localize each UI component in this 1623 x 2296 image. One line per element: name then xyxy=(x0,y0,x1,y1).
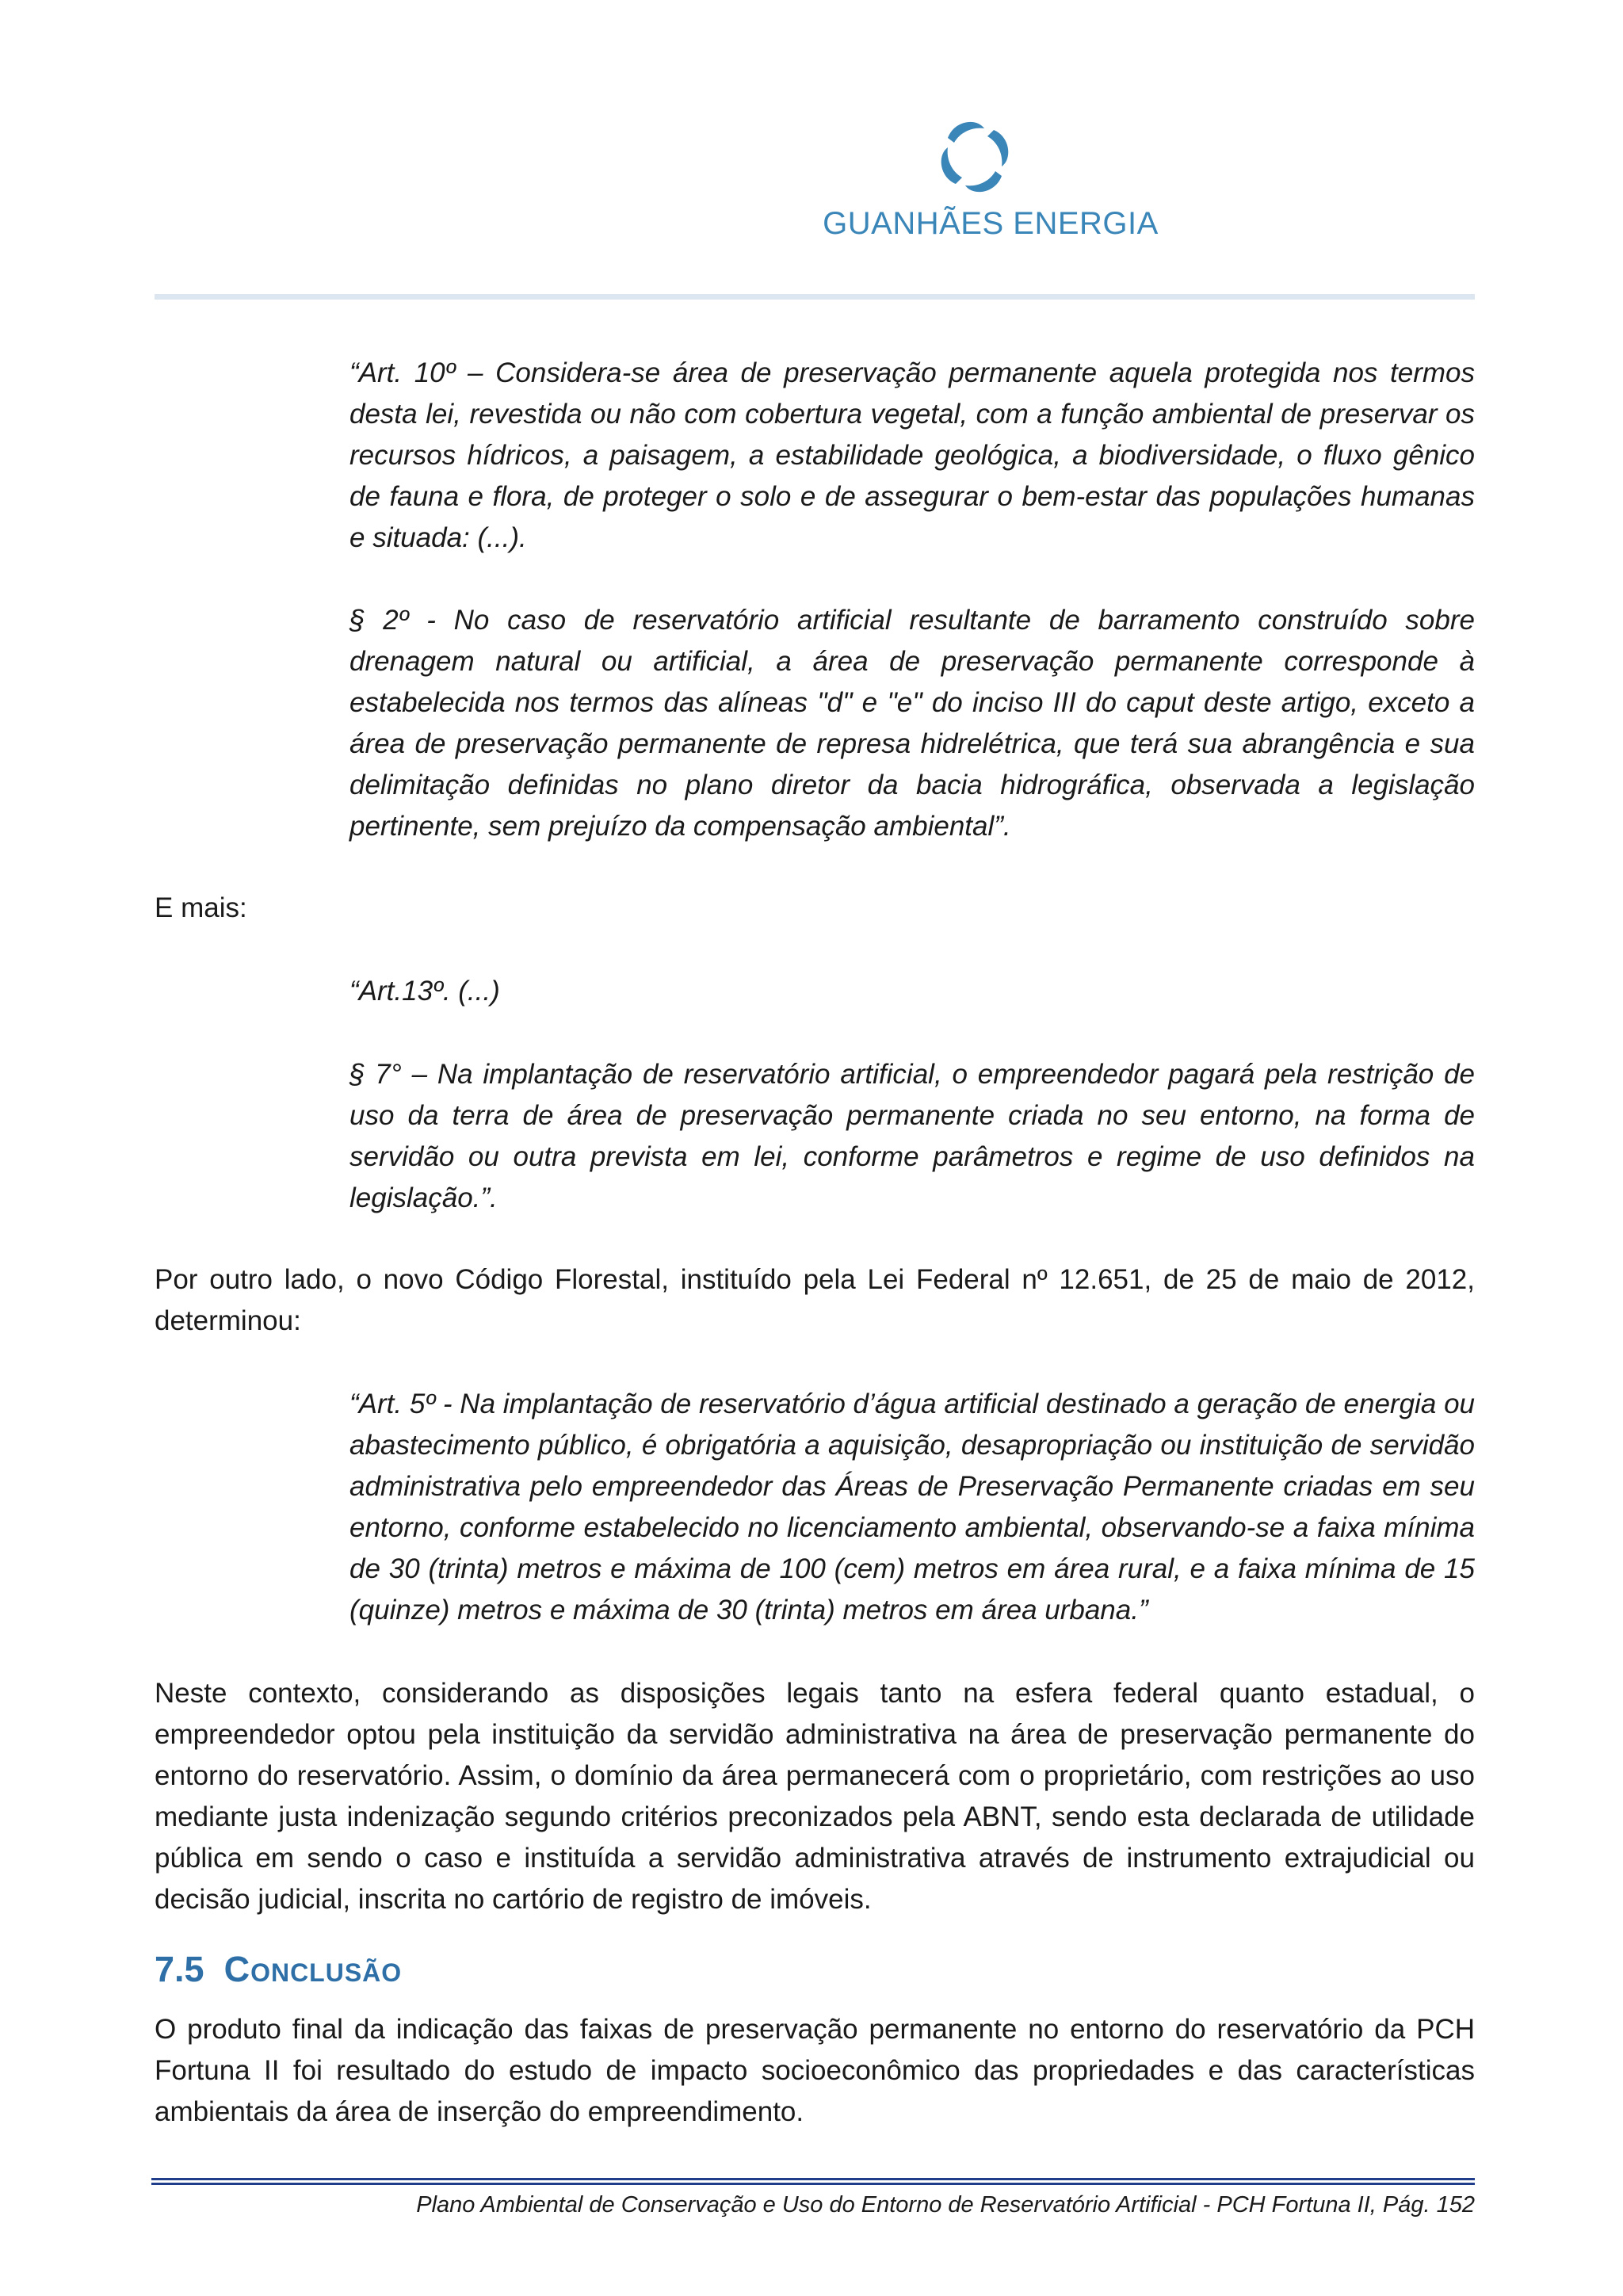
footer-divider-top xyxy=(151,2178,1475,2180)
quote-art-13: “Art.13º. (...) xyxy=(349,976,500,1007)
footer-divider-bottom xyxy=(151,2183,1475,2185)
logo-wordmark: GUANHÃES ENERGIA xyxy=(823,206,1159,241)
section-heading xyxy=(155,1946,402,1993)
footer-document-title: Plano Ambiental de Conservação e Uso do Entorno de Reservatório Artificial - PCH Fortuna II, Pág. 152 xyxy=(416,2192,1475,2218)
company-logo xyxy=(816,109,1165,252)
section-number: 7.5 xyxy=(155,1949,204,1989)
paragraph-conclusao: O produto final da indicação das faixas de preservação permanente no entorno do reservatório da PCH Fortuna II foi resultado do estudo de impacto socioeconômico das propriedades e das características ambientais da área de inserção do empreendimento. xyxy=(155,2014,1475,2127)
header-divider xyxy=(155,294,1475,300)
paragraph-codigo-florestal: Por outro lado, o novo Código Florestal, instituído pela Lei Federal nº 12.651, de 25 de maio de 2012, determinou: xyxy=(155,1264,1475,1336)
quote-art-5: “Art. 5º - Na implantação de reservatório d’água artificial destinado a geração de energia ou abastecimento público, é obrigatória a aquisição, desapropriação ou instituição de servidão administrativa pelo empreendedor das Áreas de Preservação Permanente criadas em seu entorno, conforme estabelecido no licenciamento ambiental, observando-se a faixa mínima de 30 (trinta) metros e máxima de 100 (cem) metros em área rural, e a faixa mínima de 15 (quinze) metros e máxima de 30 (trinta) metros em área urbana.” xyxy=(349,1389,1475,1626)
paragraph-contexto: Neste contexto, considerando as disposições legais tanto na esfera federal quanto estadual, o empreendedor optou pela instituição da servidão administrativa na área de preservação permanente do entorno do reservatório. Assim, o domínio da área permanecerá com o proprietário, com restrições ao uso mediante justa indenização segundo critérios preconizados pela ABNT, sendo esta declarada de utilidade pública em sendo o caso e instituída a servidão administrativa através de instrumento extrajudicial ou decisão judicial, inscrita no cartório de registro de imóveis. xyxy=(155,1678,1475,1915)
quote-art-10: “Art. 10º – Considera-se área de preservação permanente aquela protegida nos termos desta lei, revestida ou não com cobertura vegetal, com a função ambiental de preservar os recursos hídricos, a paisagem, a estabilidade geológica, a biodiversidade, o fluxo gênico de fauna e flora, de proteger o solo e de assegurar o bem-estar das populações humanas e situada: (...). xyxy=(349,357,1475,553)
quote-paragraph-2: § 2º - No caso de reservatório artificial resultante de barramento construído sobre drenagem natural ou artificial, a área de preservação permanente corresponde à estabelecida nos termos das alíneas "d" e "e" do inciso III do caput deste artigo, exceto a área de preservação permanente de represa hidrelétrica, que terá sua abrangência e sua delimitação definidas no plano diretor da bacia hidrográfica, observada a legislação pertinente, sem prejuízo da compensação ambiental”. xyxy=(349,605,1475,842)
quote-paragraph-7: § 7° – Na implantação de reservatório artificial, o empreendedor pagará pela restrição de uso da terra de área de preservação permanente criada no seu entorno, na forma de servidão ou outra prevista em lei, conforme parâmetros e regime de uso definidos na legislação.”. xyxy=(349,1059,1475,1213)
e-mais-text: E mais: xyxy=(155,892,247,923)
guanhaes-energia-swirl-logo-icon xyxy=(927,109,1022,204)
section-title: Conclusão xyxy=(223,1949,403,1989)
